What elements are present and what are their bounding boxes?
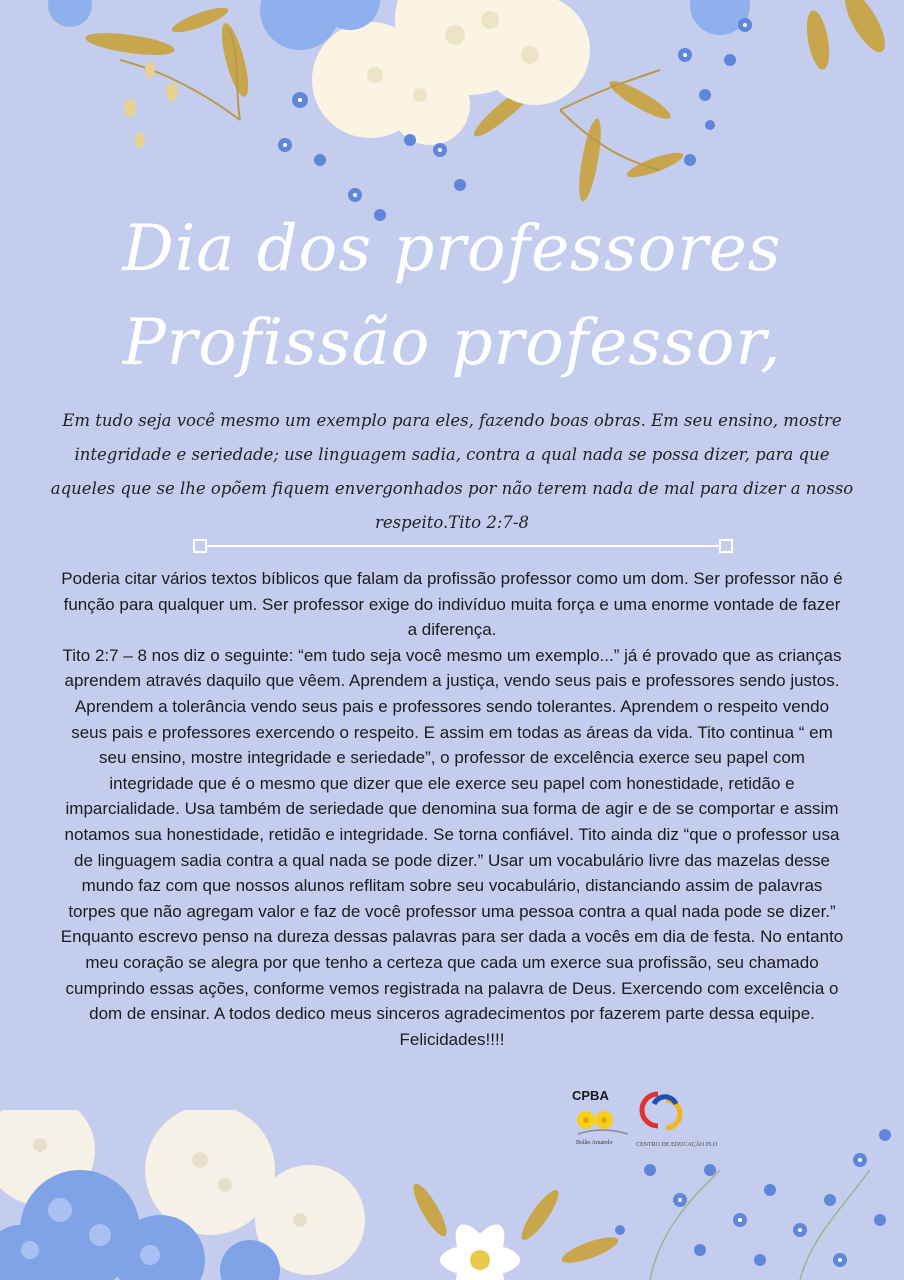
body-paragraph-1: Poderia citar vários textos bíblicos que falam da profissão professor como um dom. Ser professor não é função para qualquer um. Ser professor exige do indivíduo muita força e uma enorme vontade de fazer a diferença. bbox=[61, 569, 843, 640]
closing-line: Felicidades!!!! bbox=[399, 1029, 505, 1049]
divider bbox=[193, 539, 733, 553]
centro-logo-caption: CENTRO DE EDUCAÇÃO FLO bbox=[636, 1142, 718, 1148]
bottom-floral-decoration bbox=[0, 1110, 904, 1280]
body-text bbox=[58, 566, 846, 1052]
bible-verse: Em tudo seja você mesmo um exemplo para eles, fazendo boas obras. Em seu ensino, mostre integridade e seriedade; use linguagem sadia, contra a qual nada se possa dizer, para que aqueles que se lhe opõem fiquem envergonhados por não terem nada de mal para dizer a nosso respeito.Tito 2:7-8 bbox=[50, 411, 854, 532]
cpba-logo-name: CPBA bbox=[572, 1088, 609, 1103]
title-line-2: Profissão professor, bbox=[122, 306, 782, 380]
title-line-1: Dia dos professores bbox=[122, 212, 782, 286]
body-paragraph-2: Tito 2:7 – 8 nos diz o seguinte: “em tudo seja você mesmo um exemplo...” já é provado que as crianças aprendem através daquilo que vêem. Aprendem a justiça, vendo seus pais e professores sendo justos. Aprendem a tolerância vendo seus pais e professores sendo tolerantes. Aprendem o respeito vendo seus pais e professores exercendo o respeito. E assim em todas as áreas da vida. Tito continua “ em seu ensino, mostre integridade e seriedade”, o professor de excelência exerce seu papel com integridade que é o mesmo que dizer que ele exerce seu papel com honestidade, retidão e imparcialidade. Usa também de seriedade que denomina sua forma de agir e de se comportar e assim notamos sua honestidade, retidão e integridade. Se torna confiável. Tito ainda diz “que o professor usa de linguagem sadia contra a qual nada se pode dizer.” Usar um vocabulário livre das mazelas desse mundo faz com que nossos alunos reflitam sobre seu vocabulário, distanciando assim de palavras torpes que não agregam valor e faz de você professor uma pessoa contra a qual nada pode se dizer.” Enquanto escrevo penso na dureza dessas palavras para ser dada a vocês em dia de festa. No entanto meu coração se alegra por que tenho a certeza que cada um exerce sua profissão, seu chamado cumprindo essas ações, conforme vemos registrada na palavra de Deus. Exercendo com excelência o dom de ensinar. A todos dedico meus sinceros agradecimentos por fazerem parte dessa equipe. bbox=[60, 645, 844, 1024]
top-floral-decoration bbox=[0, 0, 904, 240]
cpba-logo-subtitle: Bolão Amarelo bbox=[576, 1140, 613, 1146]
